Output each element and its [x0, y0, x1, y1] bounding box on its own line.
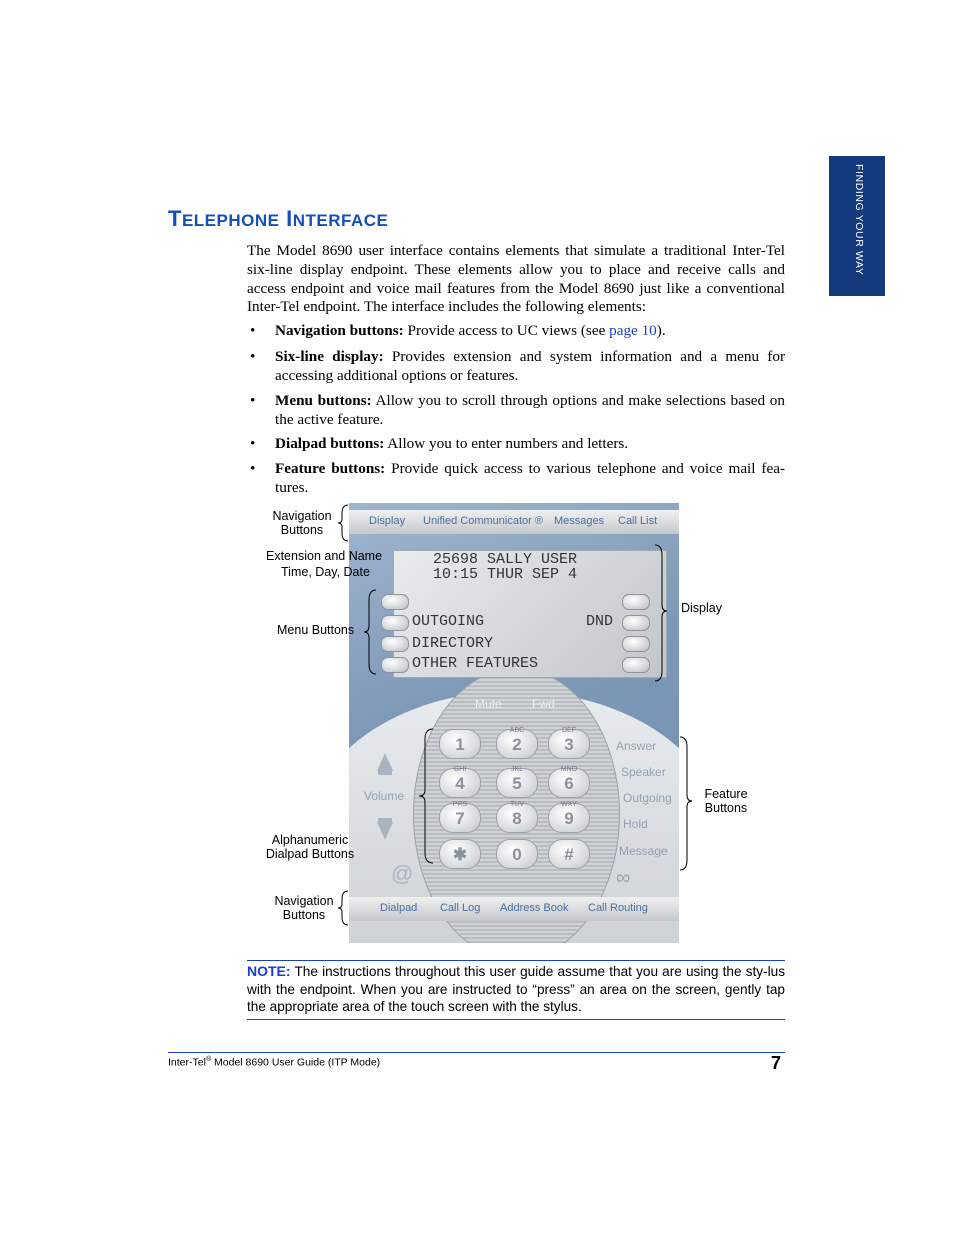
section-heading: TELEPHONE INTERFACE [168, 206, 389, 231]
lcd-directory: DIRECTORY [412, 635, 494, 652]
lcd-other-features: OTHER FEATURES [412, 655, 539, 672]
brace-dialpad [419, 727, 435, 865]
lcd-line-1: 25698 SALLY USER [433, 551, 578, 568]
key-hash[interactable]: # [548, 839, 590, 869]
key-6[interactable]: MNO 6 [548, 768, 590, 798]
at-icon[interactable]: @ [391, 861, 414, 886]
key-3[interactable]: DEF 3 [548, 729, 590, 759]
side-tab-label: FINDING YOUR WAY [853, 164, 865, 276]
feature-speaker[interactable]: Speaker [621, 765, 666, 779]
feature-message[interactable]: Message [619, 844, 668, 858]
key-5[interactable]: JKL 5 [496, 768, 538, 798]
bottom-navigation-bar [349, 897, 679, 921]
nav-messages[interactable]: Messages [554, 515, 605, 527]
page-number: 7 [771, 1053, 782, 1073]
nav-unified-communicator[interactable]: Unified Communicator ® [423, 515, 543, 527]
footer-rule [168, 1052, 785, 1053]
key-2[interactable]: ABC 2 [496, 729, 538, 759]
menu-button-left-2[interactable] [381, 615, 409, 631]
brace-menu [364, 588, 378, 676]
top-navigation-bar [349, 510, 679, 534]
menu-button-right-4[interactable] [622, 657, 650, 673]
nav-call-list[interactable]: Call List [618, 515, 658, 527]
mute-button[interactable]: Mute [475, 697, 502, 711]
callout-dialpad-buttons: Alphanumeric Dialpad Buttons [265, 833, 355, 861]
note-rule-bottom [247, 1019, 785, 1020]
nav-call-routing[interactable]: Call Routing [588, 902, 648, 914]
menu-button-left-1[interactable] [381, 594, 409, 610]
key-9[interactable]: WXY 9 [548, 803, 590, 833]
feature-hold[interactable]: Hold [623, 817, 648, 831]
key-7[interactable]: PRS 7 [439, 803, 481, 833]
callout-extension-name: Extension and Name [266, 549, 383, 563]
note-box: NOTE: The instructions throughout this user guide assume that you are using the sty-lus with the endpoint. When you are instructed to “press” an area on the screen, gently tap the appropriate area of the touch screen with the stylus. [247, 963, 785, 1014]
brace-nav-top [338, 503, 350, 543]
callout-menu-buttons: Menu Buttons [277, 623, 355, 637]
infinity-icon[interactable]: ∞ [616, 867, 631, 889]
menu-button-right-1[interactable] [622, 594, 650, 610]
key-star[interactable]: ✱ [439, 839, 481, 869]
brace-feature [678, 735, 692, 872]
nav-display[interactable]: Display [369, 515, 406, 527]
feature-answer[interactable]: Answer [616, 739, 657, 753]
brace-nav-bottom [338, 889, 350, 927]
nav-address-book[interactable]: Address Book [500, 902, 569, 914]
key-4[interactable]: GHI 4 [439, 768, 481, 798]
brace-display [653, 543, 667, 683]
phone-interface-image [349, 503, 679, 943]
feature-outgoing[interactable]: Outgoing [623, 791, 672, 805]
intro-paragraph: The Model 8690 user interface contains elements that simulate a traditional Inter-Tel six-line display endpoint. These elements allow you to place and receive calls and access endpoint and voice mail features from the Model 8690 just like a conventional Inter-Tel endpoint. The interface includes the following elements: [247, 242, 785, 316]
lcd-outgoing: OUTGOING [412, 613, 485, 630]
callout-navigation-bottom: Navigation Buttons [274, 894, 334, 922]
lcd-line-2: 10:15 THUR SEP 4 [433, 566, 578, 583]
callout-feature-buttons: Feature Buttons [704, 787, 748, 815]
side-tab [829, 156, 885, 296]
key-0[interactable]: 0 [496, 839, 538, 869]
callout-time-day-date: Time, Day, Date [281, 565, 370, 579]
key-1[interactable]: 1 [439, 729, 481, 759]
fwd-button[interactable]: Fwd [532, 697, 555, 711]
nav-dialpad[interactable]: Dialpad [380, 902, 418, 914]
volume-label: Volume [364, 789, 405, 803]
page-link[interactable]: page 10 [609, 322, 657, 339]
callout-display: Display [681, 601, 722, 615]
key-8[interactable]: TUV 8 [496, 803, 538, 833]
menu-button-left-3[interactable] [381, 636, 409, 652]
note-rule-top [247, 960, 785, 961]
lcd-dnd: DND [586, 613, 614, 630]
footer-text: Inter-Tel® Model 8690 User Guide (ITP Mode) [168, 1056, 381, 1069]
menu-button-right-3[interactable] [622, 636, 650, 652]
menu-button-left-4[interactable] [381, 657, 409, 673]
nav-call-log[interactable]: Call Log [440, 902, 481, 914]
menu-button-right-2[interactable] [622, 615, 650, 631]
callout-navigation-top: Navigation Buttons [272, 509, 332, 537]
